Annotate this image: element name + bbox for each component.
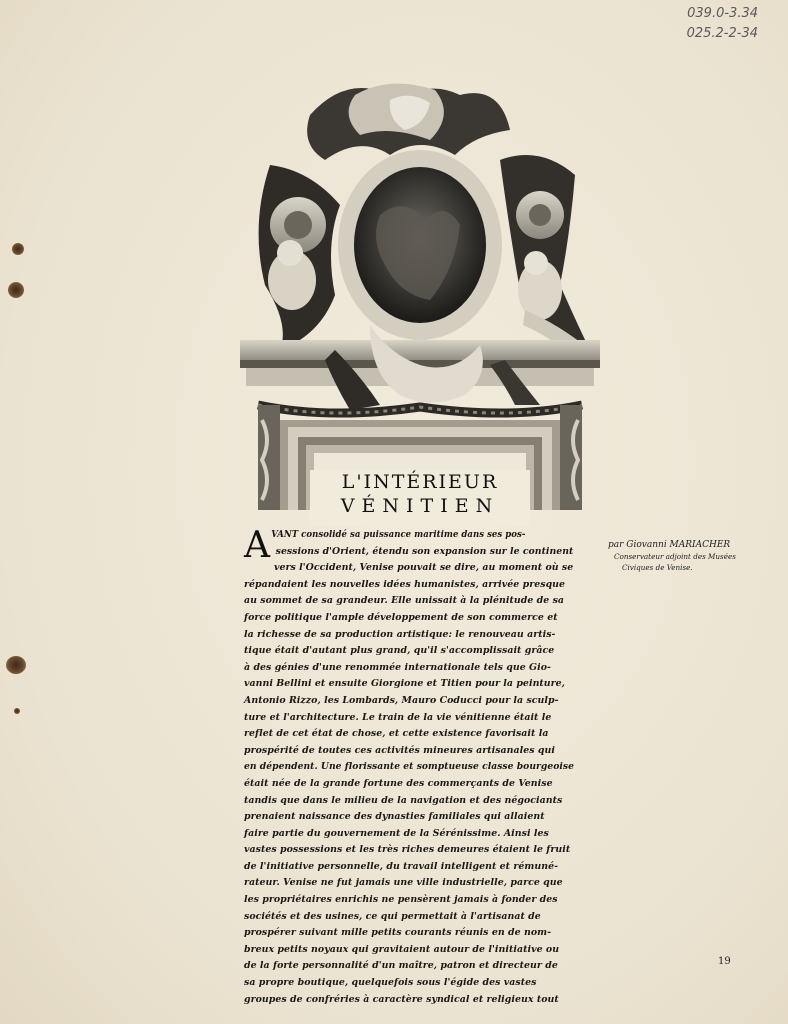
page-number: 19 <box>718 956 731 967</box>
catalog-mark-2: 025.2-2-34 <box>686 26 758 41</box>
catalog-marks <box>638 4 758 44</box>
article-line: sessions d'Orient, étendu son expansion sur le continent <box>275 545 574 557</box>
article-line: de l'initiative personnelle, du travail intelligent et rémuné- <box>244 860 559 872</box>
article-title <box>310 470 530 526</box>
author-byline <box>608 540 778 573</box>
article-line: sa propre boutique, quelquefois sous l'égide des vastes <box>244 977 537 989</box>
article-line: répandaient les nouvelles idées humanistes, arrivée presque <box>244 578 566 590</box>
article-line: ture et l'architecture. Le train de la vie vénitienne était le <box>244 711 552 723</box>
article-line: reflet de cet état de chose, et cette existence favorisait la <box>244 728 549 740</box>
drop-cap: A <box>244 525 270 566</box>
byline-author: par Giovanni MARIACHER <box>608 540 731 550</box>
article-line: vastes possessions et les très riches demeures étaient le fruit <box>244 844 571 856</box>
article-body <box>244 527 574 1008</box>
baroque-ornament-illustration <box>240 75 600 510</box>
binding-hole-top <box>12 243 24 255</box>
article-line: à des génies d'une renommée internationale tels que Gio- <box>244 661 551 673</box>
article-line: tique était d'autant plus grand, qu'il s'accomplissait grâce <box>244 645 555 657</box>
article-line: la richesse de sa production artistique: le renouveau artis- <box>244 628 556 640</box>
article-line: tandis que dans le milieu de la navigation et des négociants <box>244 794 563 806</box>
article-line: Antonio Rizzo, les Lombards, Mauro Coducci pour la sculp- <box>244 694 559 706</box>
article-line: force politique l'ample développement de son commerce et <box>244 611 558 623</box>
byline-role-2: Civiques de Venise. <box>622 563 693 572</box>
binding-hole-lower <box>6 656 26 674</box>
binding-hole-small <box>14 708 20 714</box>
article-line: sociétés et des usines, ce qui permettait à l'artisanat de <box>244 910 541 922</box>
article-line: de la forte personnalité d'un maître, patron et directeur de <box>244 960 558 972</box>
article-line: VANT consolidé sa puissance maritime dans ses pos- <box>271 529 526 540</box>
byline-role-1: Conservateur adjoint des Musées <box>614 552 736 561</box>
title-line-1: L'INTÉRIEUR <box>341 471 499 493</box>
title-line-2: VÉNITIEN <box>340 495 500 517</box>
article-line: prospérer suivant mille petits courants réunis en de nom- <box>244 927 552 939</box>
article-line: prospérité de toutes ces activités mineures artisanales qui <box>244 744 555 756</box>
article-line: au sommet de sa grandeur. Elle unissait à la plénitude de sa <box>244 595 565 607</box>
catalog-mark-1: 039.0-3.34 <box>687 6 758 21</box>
article-line: vers l'Occident, Venise pouvait se dire, au moment où se <box>274 562 574 574</box>
article-line: en dépendent. Une florissante et somptueuse classe bourgeoise <box>244 761 574 773</box>
article-line: breux petits noyaux qui gravitaient autour de l'initiative ou <box>244 943 560 955</box>
article-line: vanni Bellini et ensuite Giorgione et Titien pour la peinture, <box>244 678 565 690</box>
article-lines <box>244 527 574 1008</box>
article-line: les propriétaires enrichis ne pensèrent jamais à fonder des <box>244 894 558 906</box>
article-line: prenaient naissance des dynasties familiales qui allaient <box>244 811 545 823</box>
article-line: groupes de confréries à caractère syndical et religieux tout <box>244 993 559 1005</box>
article-line: était née de la grande fortune des commerçants de Venise <box>244 777 553 789</box>
article-line: faire partie du gouvernement de la Sérénissime. Ainsi les <box>244 827 549 839</box>
binding-hole-upper <box>8 282 24 298</box>
article-line: rateur. Venise ne fut jamais une ville industrielle, parce que <box>244 877 563 889</box>
